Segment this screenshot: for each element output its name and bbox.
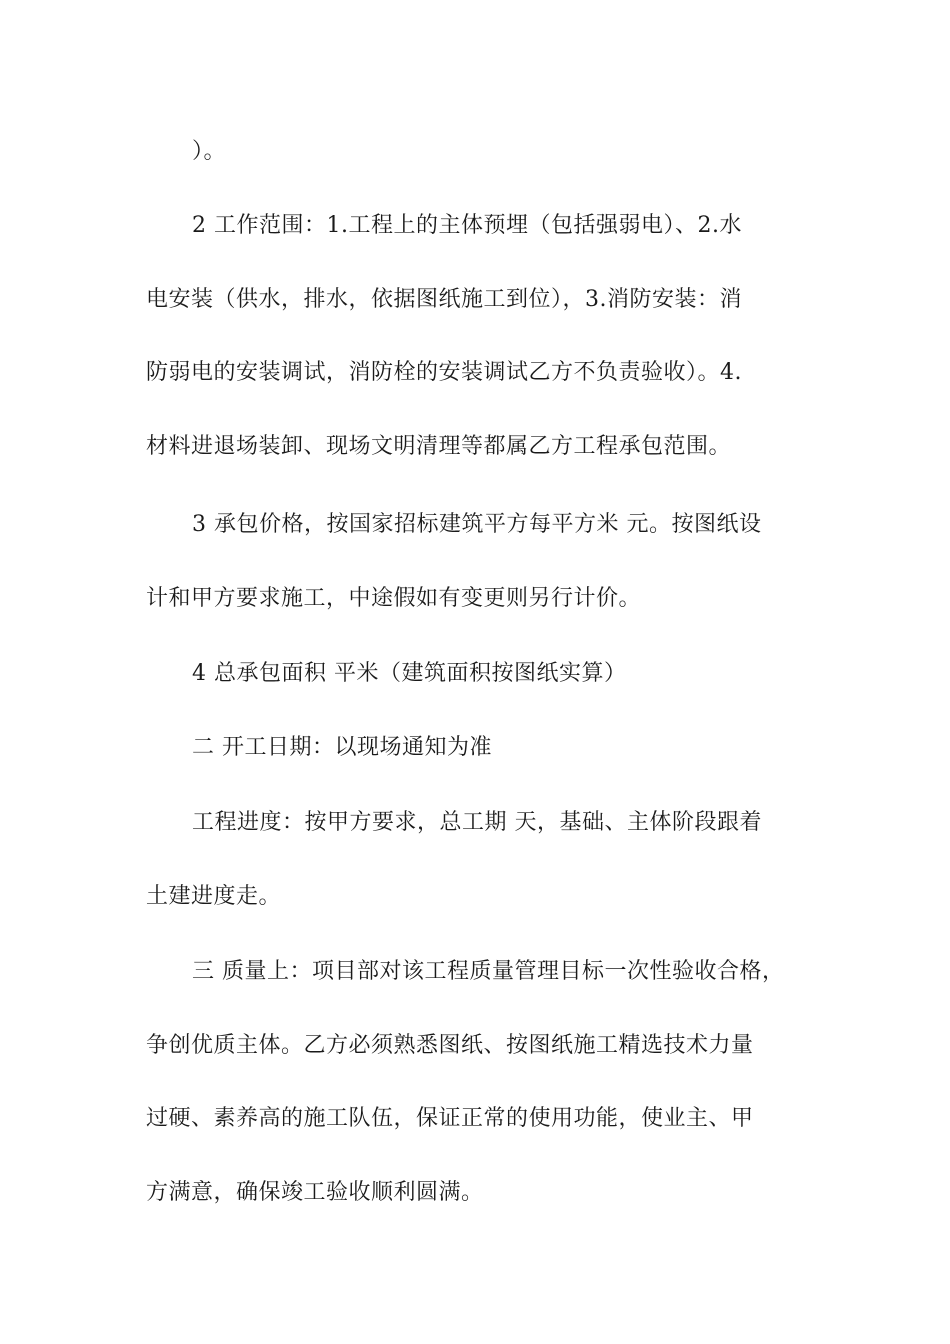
paragraph-total-area — [146, 637, 808, 711]
paragraph-work-scope — [146, 189, 808, 483]
text-line: 电安装（供水，排水，依据图纸施工到位），3.消防安装：消 — [146, 286, 742, 312]
text-line: 三 质量上：项目部对该工程质量管理目标一次性验收合格， — [192, 959, 785, 984]
text-line: 2 工作范围：1.工程上的主体预埋（包括强弱电）、2.水 — [192, 213, 742, 238]
text-line: 土建进度走。 — [146, 883, 282, 909]
text-line: 争创优质主体。乙方必须熟悉图纸、按图纸施工精选技术力量 — [146, 1032, 754, 1058]
text-line: 方满意，确保竣工验收顺利圆满。 — [146, 1179, 484, 1205]
paragraph-start-date — [146, 711, 808, 785]
paragraph-closing — [146, 115, 808, 189]
paragraph-progress — [146, 786, 808, 933]
text-line: 过硬、素养高的施工队伍，保证正常的使用功能，使业主、甲 — [146, 1106, 754, 1131]
text-line: 材料进退场装卸、现场文明清理等都属乙方工程承包范围。 — [146, 433, 732, 459]
text-line: 计和甲方要求施工，中途假如有变更则另行计价。 — [146, 585, 642, 611]
paragraph-quality — [146, 935, 808, 1229]
text-line: 3 承包价格，按国家招标建筑平方每平方米 元。按图纸设 — [192, 512, 762, 537]
text-line: ）。 — [192, 139, 227, 164]
paragraph-contract-price — [146, 488, 808, 635]
text-line: 二 开工日期：以现场通知为准 — [192, 735, 492, 760]
text-line: 工程进度：按甲方要求，总工期 天，基础、主体阶段跟着 — [192, 810, 762, 835]
text-line: 防弱电的安装调试，消防栓的安装调试乙方不负责验收）。4. — [146, 360, 742, 385]
text-line: 4 总承包面积 平米（建筑面积按图纸实算） — [192, 661, 627, 686]
